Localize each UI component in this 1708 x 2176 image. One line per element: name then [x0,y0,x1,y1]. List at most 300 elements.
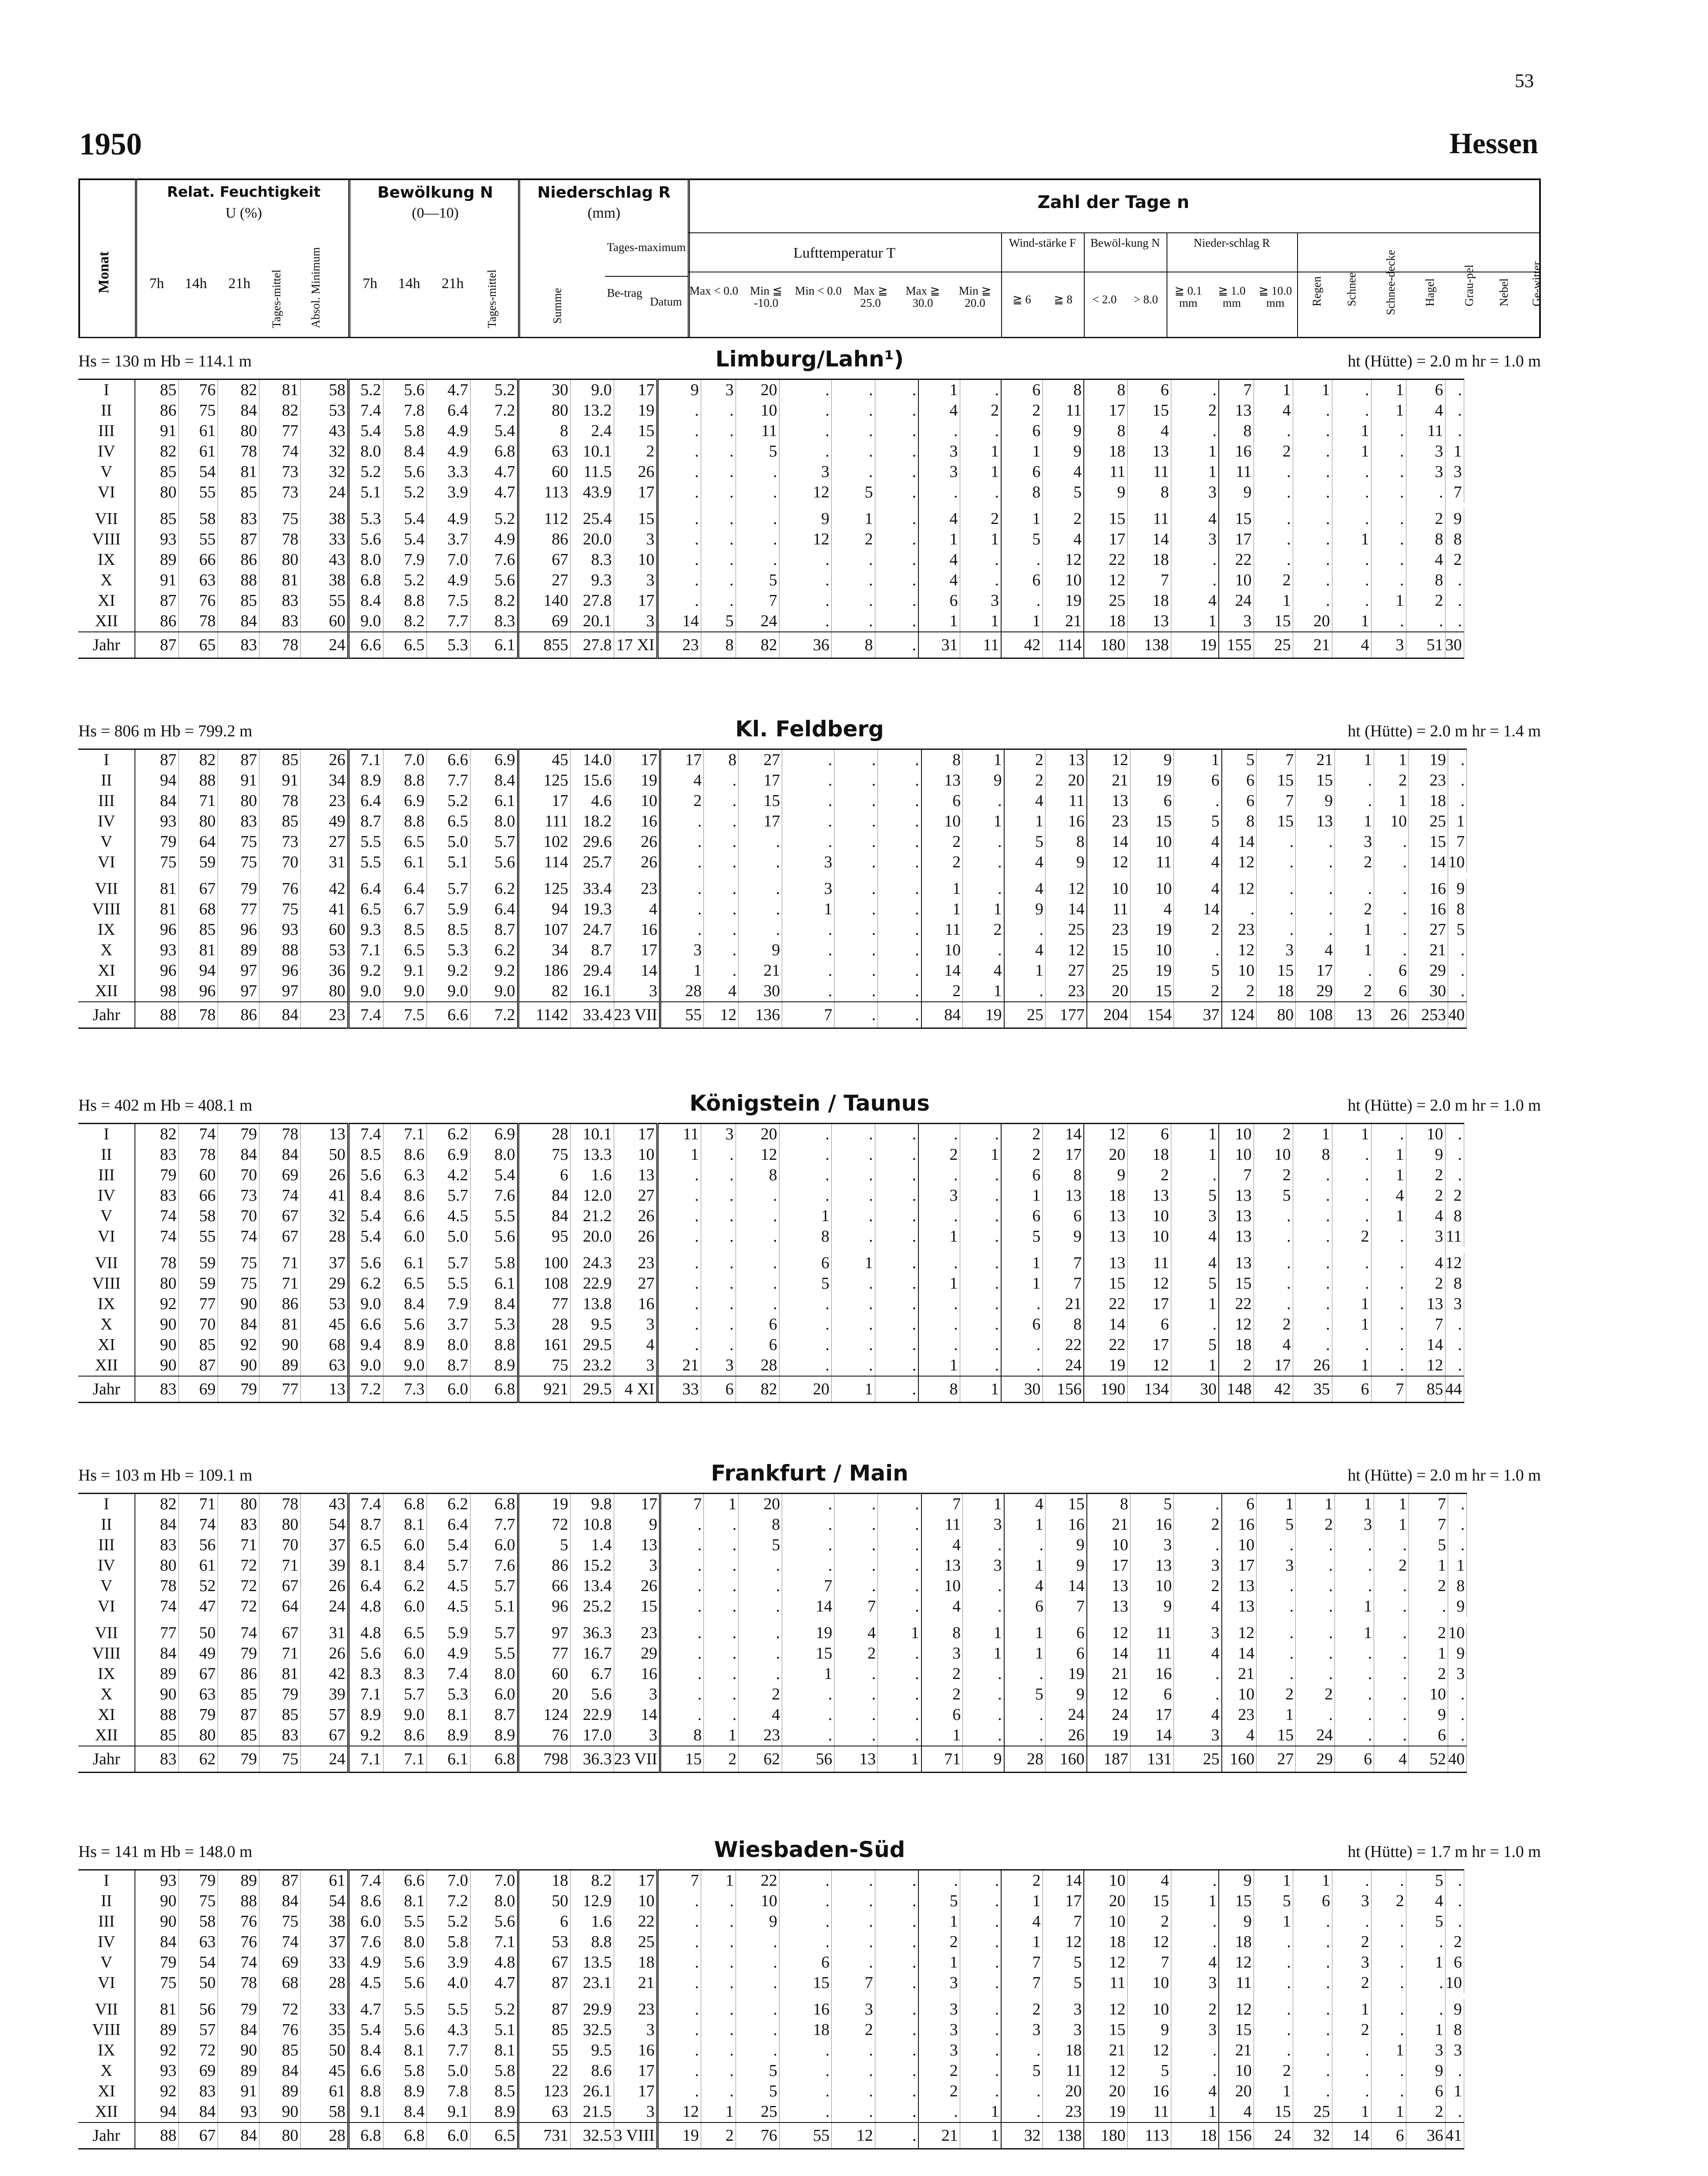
value-cell: 26 [614,1226,657,1247]
value-cell: 74 [218,1952,259,1973]
value-cell: 8 [1087,1494,1130,1515]
value-cell: . [878,1514,921,1535]
value-cell: 85 [518,2020,570,2040]
value-cell: 1 [782,899,834,920]
value-cell: . [657,591,701,611]
value-cell: 75 [518,1355,570,1376]
value-cell: 2 [1254,2061,1293,2081]
value-cell: 16 [1219,441,1254,462]
value-cell: . [960,1355,1001,1376]
value-cell: 2 [1374,1555,1409,1576]
value-cell: . [831,2040,875,2061]
value-cell: 84 [518,1185,570,1206]
value-cell: 9.4 [348,1335,383,1355]
value-cell: . [878,749,921,771]
value-cell: 6 [1130,791,1174,811]
value-cell: 6 [918,591,960,611]
value-cell: 18 [1409,791,1448,811]
value-cell: 42 [1254,1376,1293,1403]
value-cell: 3 [1406,441,1445,462]
value-cell: 86 [259,1294,300,1314]
value-cell: . [875,591,918,611]
value-cell: . [779,1294,831,1314]
value-cell: 10 [1127,1226,1171,1247]
value-cell: 13.5 [570,1952,614,1973]
value-cell: . [779,1355,831,1376]
value-cell: 8.4 [383,441,427,462]
value-cell: . [1374,879,1409,899]
value-cell: . [657,1165,701,1185]
value-cell: 5 [1042,1973,1084,1993]
value-cell: 2 [1332,2020,1371,2040]
month-cell: XII [78,1355,135,1376]
value-cell: 85 [135,1725,178,1746]
value-cell: 36 [300,960,348,981]
value-cell: 8.4 [383,2102,427,2122]
value-cell: 17 [614,1494,660,1515]
value-cell: 17 [614,2061,657,2081]
value-cell: 8.7 [470,920,518,940]
value-cell: . [1374,832,1409,852]
value-cell: 58 [178,1206,218,1226]
station-meta [78,1839,1541,1865]
month-cell: XII [78,2102,135,2122]
value-cell: 52 [178,1576,218,1596]
value-cell: 8.9 [348,770,383,791]
value-cell: 1 [1371,1165,1406,1185]
value-cell: 4.7 [348,1999,383,2020]
value-cell: . [834,940,878,960]
value-cell: 2 [1042,509,1084,529]
value-cell: 6.5 [348,1535,383,1555]
value-cell: 37 [300,1253,348,1273]
value-cell: 9 [1042,421,1084,441]
value-cell: . [834,1555,878,1576]
value-cell: 19 [782,1623,834,1643]
value-cell: . [1332,1870,1371,1891]
value-cell: 6.6 [383,1206,427,1226]
value-cell: . [1296,1555,1335,1576]
value-cell: 22 [1219,550,1254,570]
value-cell: 2 [1335,899,1374,920]
value-cell: . [831,1294,875,1314]
value-cell: . [960,1335,1001,1355]
value-cell: . [878,1576,921,1596]
value-cell: . [1448,749,1467,771]
value-cell: 7.0 [470,1870,518,1891]
humidity-title: Relat. Feuchtigkeit [167,183,321,200]
value-cell: . [779,2102,831,2122]
value-cell: 35 [300,2020,348,2040]
value-cell: . [831,1185,875,1206]
value-cell: 1 [1335,1596,1374,1617]
value-cell: . [834,1705,878,1725]
value-cell: 26 [614,1206,657,1226]
value-cell: . [1293,1973,1332,1993]
value-cell: 8.0 [383,1932,427,1952]
value-cell: 5.6 [470,1911,518,1932]
value-cell: . [1371,1932,1406,1952]
humidity-21h: 21h [228,275,251,292]
value-cell: 14 [1409,852,1448,873]
value-cell: . [963,791,1004,811]
value-cell: 78 [178,1002,218,1028]
value-cell: 9 [1448,1596,1467,1617]
value-cell: . [739,852,782,873]
value-cell: 5.6 [383,2020,427,2040]
value-cell: 2 [960,509,1001,529]
value-cell: 70 [259,852,300,873]
value-cell: 10 [1222,1535,1257,1555]
value-cell: . [875,1376,918,1403]
value-cell: 13 [1219,1185,1254,1206]
value-cell: 33.4 [570,1002,614,1028]
value-cell: 1 [1004,1623,1046,1643]
value-cell: 5.5 [348,832,383,852]
value-cell: 88 [218,1891,259,1911]
value-cell: . [918,1165,960,1185]
value-cell: 16 [1046,1514,1087,1535]
value-cell: 13 [614,1165,657,1185]
value-cell: . [704,1596,739,1617]
value-cell: 8.8 [383,811,427,832]
value-cell: . [1374,920,1409,940]
value-cell: . [701,509,736,529]
value-cell: 9 [739,940,782,960]
value-cell: . [918,1253,960,1273]
value-cell: 1 [1001,1932,1042,1952]
value-cell: 30 [1409,981,1448,1002]
value-cell: 50 [300,2040,348,2061]
value-cell: 8.1 [348,1555,383,1576]
value-cell: 33.4 [570,879,614,899]
humidity-7h: 7h [149,275,164,292]
value-cell: 20 [1293,611,1332,632]
month-cell: XII [78,1725,135,1746]
value-cell: 8 [660,1725,704,1746]
value-cell: 28 [518,1124,570,1145]
value-cell: 114 [518,852,570,873]
value-cell: 4.8 [348,1623,383,1643]
value-cell: 12 [1219,1999,1254,2020]
value-cell: 14.0 [570,749,614,771]
value-cell: 79 [218,1643,259,1664]
value-cell: 9.1 [383,960,427,981]
value-cell: . [834,852,878,873]
value-cell: 18 [1257,981,1296,1002]
value-cell: 15 [660,1746,704,1773]
value-cell: 3 [1174,1725,1222,1746]
value-cell: . [875,2020,918,2040]
precip-sum: Summe [551,288,564,324]
value-cell: 83 [218,509,259,529]
value-cell: 24 [736,611,779,632]
value-cell: . [1332,1911,1371,1932]
value-cell: 1 [963,981,1004,1002]
value-cell: 1 [1374,791,1409,811]
value-cell: . [1254,2040,1293,2061]
value-cell: . [657,1206,701,1226]
value-cell: . [1445,1891,1464,1911]
value-cell: 8.3 [348,1664,383,1684]
value-cell: 3 [782,879,834,899]
humidity-mean: Tages-mittel [270,269,283,328]
value-cell: 23 [614,879,660,899]
value-cell: 90 [135,1335,178,1355]
value-cell: 74 [135,1596,178,1617]
value-cell: 93 [259,920,300,940]
value-cell: 31 [918,632,960,658]
days-title: Zahl der Tage n [1037,192,1190,212]
value-cell: . [739,832,782,852]
value-cell: 108 [1296,1002,1335,1028]
value-cell: 8.7 [570,940,614,960]
value-cell: 4 [834,1623,878,1643]
month-cell: VIII [78,1273,135,1294]
value-cell: 29 [614,1643,660,1664]
value-cell: 8 [1445,1206,1464,1226]
table-row [78,1253,1464,1273]
table-row [78,462,1464,482]
value-cell: . [1374,1623,1409,1643]
value-cell: 1 [1445,2081,1464,2102]
value-cell: 12 [1087,1623,1130,1643]
value-cell: 14 [657,611,701,632]
value-cell: 6 [1127,1314,1171,1335]
value-cell: . [875,2122,918,2149]
value-cell: . [701,529,736,550]
table-row [78,1911,1464,1932]
value-cell: 6.1 [427,1746,470,1773]
value-cell: 4 [614,899,660,920]
value-cell: 8.5 [348,1145,383,1165]
value-cell: 10 [1219,570,1254,591]
value-cell: 15 [1219,1891,1254,1911]
value-cell: 1 [1001,1253,1042,1273]
value-cell: 1 [1171,1124,1219,1145]
value-cell: 1 [1004,1514,1046,1535]
value-cell: 53 [300,940,348,960]
value-cell: 6.6 [383,1870,427,1891]
value-cell: 1 [963,811,1004,832]
value-cell: 5.4 [348,1206,383,1226]
value-cell: 6.8 [470,1376,518,1403]
value-cell: 7 [1042,1253,1084,1273]
value-cell: 78 [259,791,300,811]
value-cell: 26 [300,1576,348,1596]
month-cell: Jahr [78,1376,135,1403]
value-cell: . [1445,1124,1464,1145]
value-cell: . [834,770,878,791]
value-cell: 2 [1406,2102,1445,2122]
value-cell: 14 [1174,899,1222,920]
value-cell: 13 [300,1376,348,1403]
value-cell: 5.2 [383,482,427,503]
value-cell: 27.8 [570,591,614,611]
value-cell: 2 [921,852,963,873]
value-cell: 91 [259,770,300,791]
value-cell: 63 [518,441,570,462]
days-wind: Wind-stärke F [1009,236,1076,249]
value-cell: 26 [300,1643,348,1664]
value-cell: 11 [1046,791,1087,811]
table-row [78,1273,1464,1294]
value-cell: 13 [1042,1185,1084,1206]
value-cell: . [660,1664,704,1684]
value-cell: 28 [518,1314,570,1335]
value-cell: 11 [657,1124,701,1145]
value-cell: 5 [1254,1185,1293,1206]
month-cell: VI [78,1226,135,1247]
value-cell: . [1171,379,1219,401]
value-cell: 1 [1293,1870,1332,1891]
value-cell: 8 [518,421,570,441]
value-cell: 7.4 [348,1002,383,1028]
value-cell: 6.4 [348,879,383,899]
value-cell: . [701,1973,736,1993]
value-cell: 8.4 [348,591,383,611]
cloud-title: Bewölkung N [377,184,493,201]
value-cell: 14 [1406,1335,1445,1355]
value-cell: 11 [1445,1226,1464,1247]
value-cell: 56 [178,1535,218,1555]
value-cell: 156 [1219,2122,1254,2149]
value-cell: 27 [614,1185,657,1206]
value-cell: 1 [1406,1952,1445,1973]
station-name: Königstein / Taunus [689,1091,930,1116]
value-cell: 1 [779,1206,831,1226]
value-cell: 10 [1127,1973,1171,1993]
value-cell: 25 [1293,2102,1332,2122]
value-cell: 10 [1130,940,1174,960]
value-cell: 4 [1001,1911,1042,1932]
value-cell: 61 [178,441,218,462]
value-cell: 1 [1293,379,1332,401]
month-cell: II [78,1145,135,1165]
value-cell: 38 [300,509,348,529]
value-cell: 17 [1084,400,1127,421]
value-cell: . [834,1002,878,1028]
value-cell: 97 [218,981,259,1002]
value-cell: . [1001,1294,1042,1314]
value-cell: 12 [736,1145,779,1165]
value-cell: 1 [1332,2102,1371,2122]
value-cell: 1 [1371,400,1406,421]
value-cell: 6.2 [383,1576,427,1596]
table-row [78,611,1464,632]
value-cell: . [657,2020,701,2040]
value-cell: 6.8 [348,570,383,591]
phen-schneedecke: Schnee-decke [1384,250,1397,315]
value-cell: . [1448,1494,1467,1515]
value-cell: 1 [960,611,1001,632]
value-cell: . [1257,1596,1296,1617]
value-cell: 1 [1332,441,1371,462]
value-cell: 123 [518,2081,570,2102]
value-cell: . [660,1705,704,1725]
value-cell: . [960,1165,1001,1185]
days-precip: Nieder-schlag R [1194,236,1270,249]
value-cell: 22 [1084,1335,1127,1355]
value-cell: 8.7 [470,1705,518,1725]
value-cell: 4 [963,960,1004,981]
value-cell: 60 [518,1664,570,1684]
value-cell: 15 [1084,2020,1127,2040]
value-cell: 4.9 [470,529,518,550]
value-cell: 79 [135,832,178,852]
value-cell: . [779,1185,831,1206]
value-cell: . [1254,2020,1293,2040]
value-cell: 21 [614,1973,657,1993]
value-cell: 4 [1127,421,1171,441]
value-cell: 8.8 [383,591,427,611]
value-cell: 83 [135,1185,178,1206]
value-cell: 19 [1171,632,1219,658]
value-cell: 12 [1406,1355,1445,1376]
value-cell: 4.7 [427,379,470,401]
value-cell: 18 [1171,2122,1219,2149]
value-cell: 8.7 [348,811,383,832]
value-cell: 7.6 [348,1932,383,1952]
value-cell: 94 [178,960,218,981]
value-cell: 8.0 [348,550,383,570]
value-cell: 69 [259,1165,300,1185]
value-cell: 2 [831,529,875,550]
value-cell: 87 [135,749,178,771]
value-cell: . [1293,529,1332,550]
value-cell: 15 [1219,509,1254,529]
value-cell: 7 [657,1870,701,1891]
value-cell: 84 [135,1514,178,1535]
value-cell: . [875,462,918,482]
value-cell: 3 [614,2020,657,2040]
value-cell: 21 [1042,611,1084,632]
value-cell: . [1293,550,1332,570]
value-cell: 1 [1374,749,1409,771]
month-cell: X [78,1684,135,1705]
value-cell: . [875,1355,918,1376]
value-cell: . [1296,1623,1335,1643]
value-cell: 90 [218,1294,259,1314]
month-cell: XI [78,960,135,981]
value-cell: . [779,1124,831,1145]
value-cell: 21 [1042,1294,1084,1314]
value-cell: 37 [300,1932,348,1952]
value-cell: 1 [1174,749,1222,771]
value-cell: 5 [1257,1514,1296,1535]
value-cell: 88 [135,1705,178,1725]
value-cell: 1 [1332,1294,1371,1314]
value-cell: 2 [1335,981,1374,1002]
value-cell: 19 [1130,770,1174,791]
value-cell: . [1296,832,1335,852]
value-cell: 6.6 [348,1314,383,1335]
wind-col-2: ≧ 8 [1054,293,1073,306]
value-cell: . [831,591,875,611]
value-cell: 67 [178,879,218,899]
value-cell: 6.1 [470,1273,518,1294]
value-cell: 47 [178,1596,218,1617]
month-cell: VII [78,1253,135,1273]
value-cell: . [963,1596,1004,1617]
table-row [78,749,1467,771]
value-cell: 5.7 [427,879,470,899]
value-cell: . [701,400,736,421]
value-cell: 8.6 [348,1891,383,1911]
month-cell: IX [78,1664,135,1684]
value-cell: 6 [701,1376,736,1403]
value-cell: 3 [1406,1226,1445,1247]
